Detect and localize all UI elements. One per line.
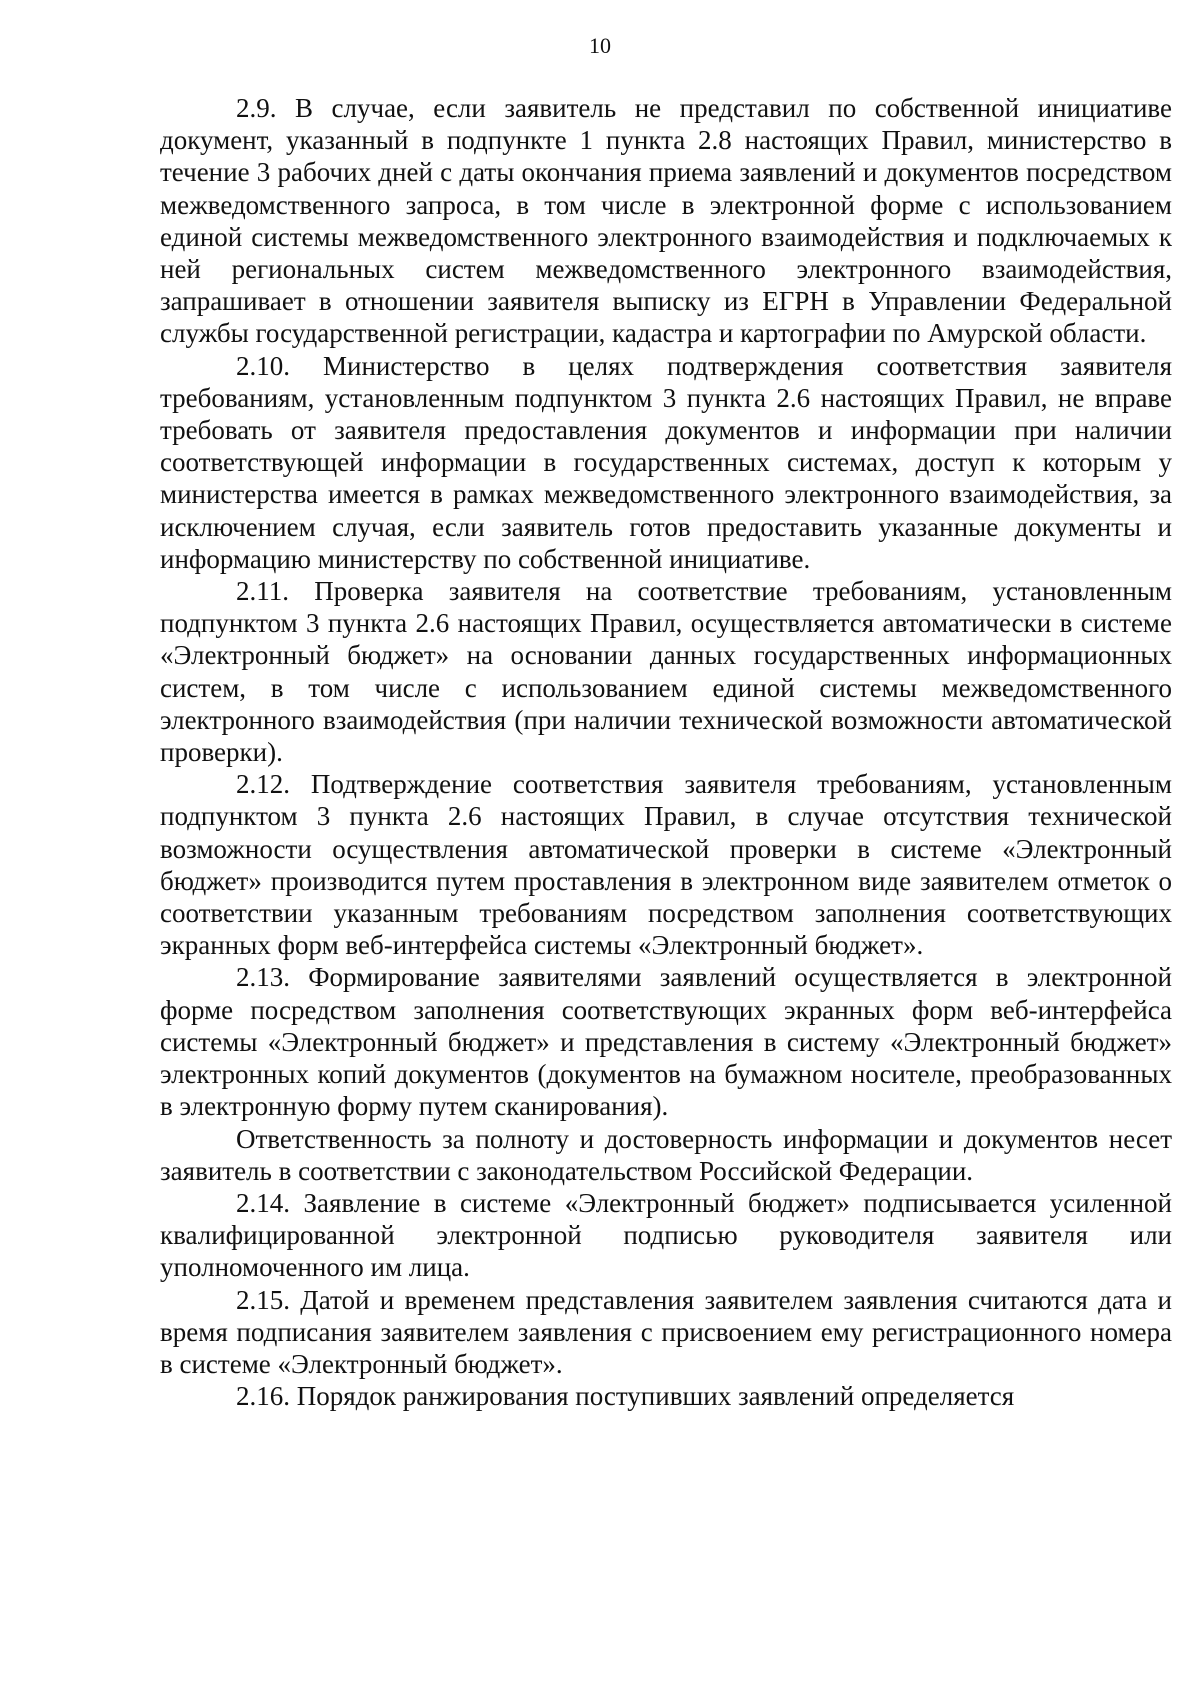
paragraph-2-11: 2.11. Проверка заявителя на соответствие требованиям, установленным подпунктом 3 пункта 2.6 настоящих Правил, осуществляется автоматически в системе «Электронный бюджет» на основании данных государственных информационных систем, в том числе с использованием единой системы межведомственного электронного взаимодействия (при наличии технической возможности автоматической проверки). [160,576,1172,768]
paragraph-2-12: 2.12. Подтверждение соответствия заявителя требованиям, установленным подпунктом 3 пункта 2.6 настоящих Правил, в случае отсутствия технической возможности осуществления автоматической проверки в системе «Электронный бюджет» производится путем проставления в электронном виде заявителем отметок о соответствии указанным требованиям посредством заполнения соответствующих экранных форм веб-интерфейса системы «Электронный бюджет». [160,769,1172,961]
paragraph-2-16: 2.16. Порядок ранжирования поступивших заявлений определяется [236,1381,1015,1412]
paragraph-2-15: 2.15. Датой и временем представления заявителем заявления считаются дата и время подписания заявителем заявления с присвоением ему регистрационного номера в системе «Электронный бюджет». [160,1284,1172,1379]
page-number: 10 [589,33,611,58]
paragraph-2-13: 2.13. Формирование заявителями заявлений осуществляется в электронной форме посредством заполнения соответствующих экранных форм веб-интерфейса системы «Электронный бюджет» и представления в систему «Электронный бюджет» электронных копий документов (документов на бумажном носителе, преобразованных в электронную форму путем сканирования). [160,962,1172,1122]
paragraph-responsibility: Ответственность за полноту и достоверность информации и документов несет заявитель в соответствии с законодательством Российской Федерации. [160,1123,1172,1186]
document-body [160,92,1172,1412]
paragraph-2-10: 2.10. Министерство в целях подтверждения соответствия заявителя требованиям, установленным подпунктом 3 пункта 2.6 настоящих Правил, не вправе требовать от заявителя предоставления документов и информации при наличии соответствующей информации в государственных системах, доступ к которым у министерства имеется в рамках межведомственного электронного взаимодействия, за исключением случая, если заявитель готов предоставить указанные документы и информацию министерству по собственной инициативе. [160,350,1172,574]
paragraph-2-9: 2.9. В случае, если заявитель не представил по собственной инициативе документ, указанный в подпункте 1 пункта 2.8 настоящих Правил, министерство в течение 3 рабочих дней с даты окончания приема заявлений и документов посредством межведомственного запроса, в том числе в электронной форме с использованием единой системы межведомственного электронного взаимодействия и подключаемых к ней региональных систем межведомственного электронного взаимодействия, запрашивает в отношении заявителя выписку из ЕГРН в Управлении Федеральной службы государственной регистрации, кадастра и картографии по Амурской области. [160,93,1172,349]
paragraph-2-14: 2.14. Заявление в системе «Электронный бюджет» подписывается усиленной квалифицированной электронной подписью руководителя заявителя или уполномоченного им лица. [160,1187,1172,1283]
